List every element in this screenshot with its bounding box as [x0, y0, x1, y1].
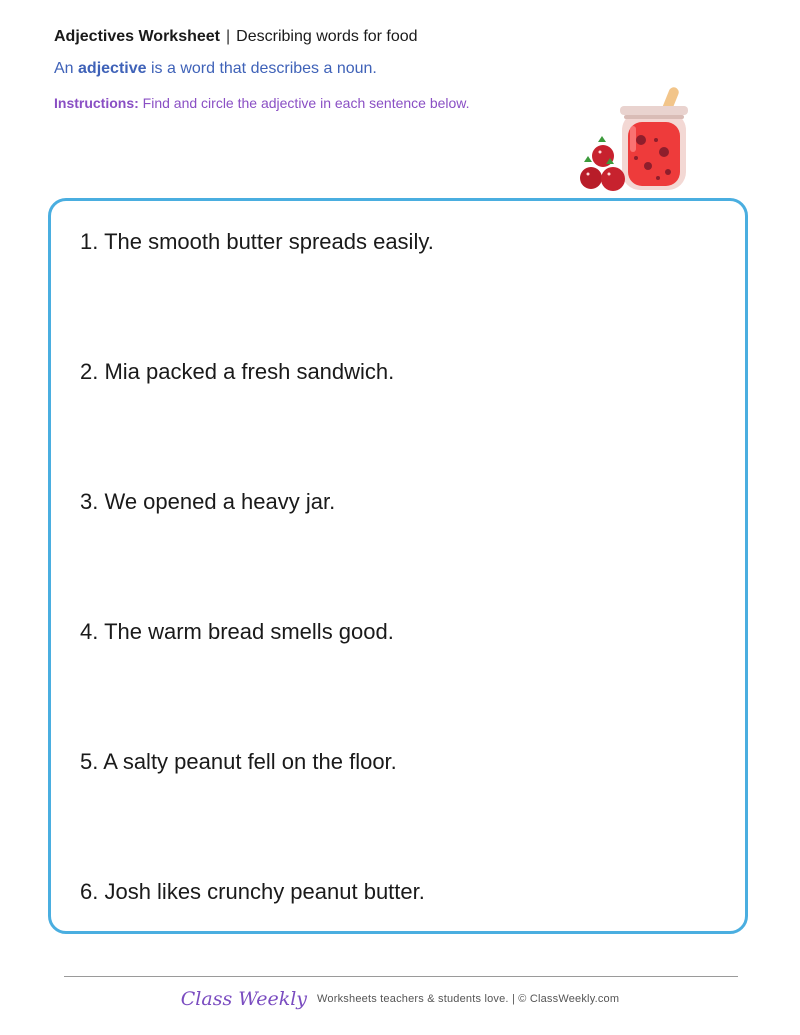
worksheet-header [54, 27, 418, 47]
footer-tagline: Worksheets teachers & students love. | © ClassWeekly.com [317, 993, 620, 1005]
definition-prefix: An [54, 60, 74, 77]
definition-keyword: adjective [78, 60, 147, 77]
footer [0, 988, 800, 1010]
sentence-5[interactable]: 5. A salty peanut fell on the floor. [80, 749, 397, 774]
sentence-6[interactable]: 6. Josh likes crunchy peanut butter. [80, 879, 425, 904]
instructions-text: Find and circle the adjective in each sentence below. [142, 95, 470, 111]
instructions-label: Instructions: [54, 95, 139, 111]
jam-jar-with-strawberries-icon [578, 82, 692, 194]
sentence-4[interactable]: 4. The warm bread smells good. [80, 619, 394, 644]
worksheet-subtitle: Describing words for food [236, 28, 418, 45]
sentences-box [48, 198, 748, 934]
definition-suffix: is a word that describes a noun. [150, 60, 377, 77]
sentence-2[interactable]: 2. Mia packed a fresh sandwich. [80, 359, 395, 384]
sentence-1[interactable]: 1. The smooth butter spreads easily. [80, 229, 434, 254]
header-separator: | [226, 28, 231, 45]
sentence-3[interactable]: 3. We opened a heavy jar. [80, 489, 336, 514]
adjective-definition [54, 59, 377, 79]
worksheet-title: Adjectives Worksheet [54, 28, 220, 45]
brand-logo: Class Weekly [180, 988, 308, 1010]
instructions [54, 94, 470, 112]
footer-divider [64, 976, 738, 977]
